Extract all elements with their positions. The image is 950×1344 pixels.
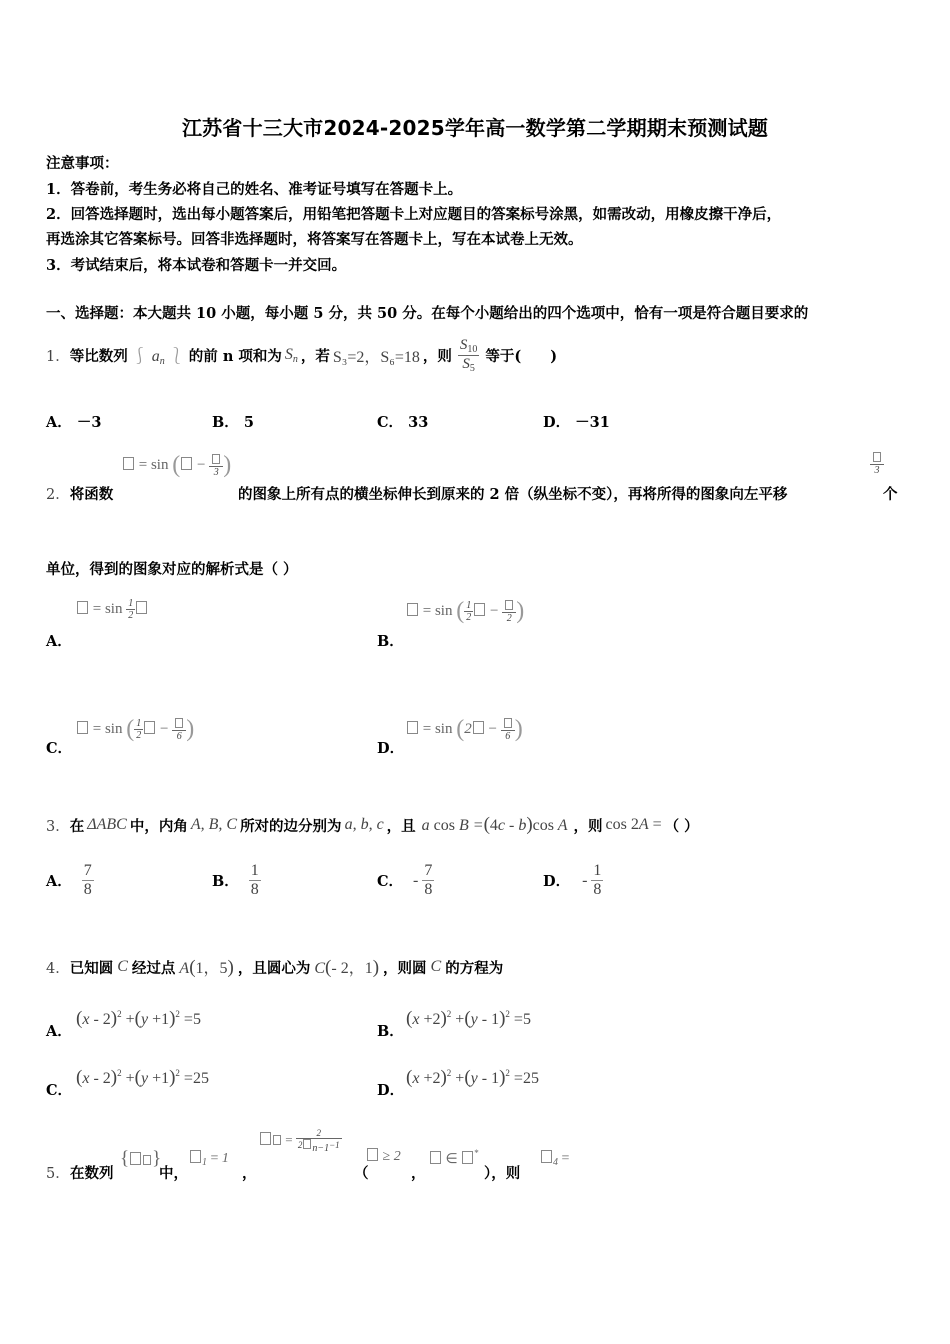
q3-option-c: C． - $\frac{7}{8}$ <box>377 862 433 898</box>
notice-item-2: 2．回答选择题时，选出每小题答案后，用铅笔把答题卡上对应题目的答案标号涂黑，如需改动，用橡皮擦干净后， <box>46 206 782 223</box>
q3-angles: A, B, C <box>190 816 238 833</box>
q3-text-3: 所对的边分别为 <box>240 817 342 835</box>
q1-fraction: $\frac{S_{10}}{S_5}$ <box>459 336 478 374</box>
q1-sequence-an: ⎰ $a_n$ ⎱ <box>131 348 185 367</box>
q2-option-c-label: C． <box>46 740 73 757</box>
q4-text-4: ，则圆 <box>383 959 427 977</box>
notice-item-1: 1．答卷前，考生务必将自己的姓名、准考证号填写在答题卡上。 <box>46 181 463 198</box>
q5-text-1: 在数列 <box>70 1165 114 1182</box>
q2-option-d-label: D． <box>377 740 405 757</box>
q2-text-2: 的图象上所有点的横坐标伸长到原来的 2 倍（纵坐标不变），再将所得的图象向左平移 <box>238 486 788 503</box>
q2-text-3: 个 <box>883 486 898 503</box>
q4-option-a-equation: $(x - 2)^2 +(y +1)^2 =5$ <box>76 1008 201 1029</box>
page-title: 江苏省十三大市2024-2025学年高一数学第二学期期末预测试题 <box>181 116 769 140</box>
q2-option-b-label: B． <box>377 633 404 650</box>
q1-condition: S₃=2，S₆=18 <box>332 348 420 366</box>
q1-text-1: 等比数列 <box>69 347 128 365</box>
q3-sides: a, b, c <box>344 816 384 833</box>
q3-text-2: 中，内角 <box>129 817 188 835</box>
q1-text-4: ，则 <box>422 347 452 365</box>
question-5 <box>46 1128 606 1188</box>
question-4 <box>46 952 503 982</box>
q1-option-b: B． 5 <box>212 414 254 431</box>
q3-option-b: B． $\frac{1}{8}$ <box>212 862 259 898</box>
q1-option-d: D． －31 <box>543 414 610 431</box>
q2-option-a-formula: = sin $\frac{1}{2}$ <box>76 598 148 621</box>
q4-point-a: A(1，5) <box>179 957 234 978</box>
q4-text-2: 经过点 <box>131 959 176 977</box>
q3-triangle-abc: ΔABC <box>87 816 127 833</box>
q1-option-c: C． 33 <box>377 414 429 431</box>
q3-option-d: D． - $\frac{1}{8}$ <box>543 862 602 898</box>
q1-option-a: A． －3 <box>46 414 102 431</box>
q1-text-5: 等于( ) <box>485 347 558 365</box>
q4-text-1: 已知圆 <box>69 959 114 977</box>
q5-text-3: ， <box>242 1165 257 1182</box>
q5-number: 5． <box>46 1166 70 1182</box>
q5-text-2: 中， <box>159 1165 188 1182</box>
q2-option-b-formula: = sin ( $\frac{1}{2}$ − 2 ) <box>406 598 524 625</box>
question-1 <box>46 330 557 380</box>
q3-number: 3． <box>46 818 70 835</box>
q5-text-4: （ <box>354 1165 369 1182</box>
q1-text-2: 的前 n 项和为 <box>188 347 282 365</box>
q4-center: C(- 2，1) <box>314 957 380 978</box>
q2-number-text: 2．将函数 <box>46 486 114 503</box>
q1-text-3: ，若 <box>300 347 330 365</box>
q1-number: 1． <box>46 348 70 365</box>
notice-heading: 注意事项： <box>46 155 119 172</box>
q5-a1: $_1$ = 1 <box>189 1150 229 1168</box>
q5-text-5: ， <box>411 1165 426 1182</box>
q4-circle-c: C <box>117 958 128 975</box>
q4-option-a-label: A． <box>46 1023 72 1040</box>
q2-option-c-formula: = sin ( $\frac{1}{2}$ − 6 ) <box>76 716 194 743</box>
q3-option-a: A． $\frac{7}{8}$ <box>46 862 92 898</box>
q2-option-d-formula: = sin (2 − 6 ) <box>406 716 523 743</box>
q2-function-formula: = sin ( − 3 ) <box>122 452 231 479</box>
q4-circle-c-2: C <box>430 958 442 975</box>
q5-condition-set: ∈ * <box>429 1148 479 1168</box>
q5-condition-n: ≥ 2 <box>366 1148 401 1165</box>
notice-item-2-cont: 再选涂其它答案标号。回答非选择题时，将答案写在答题卡上，写在本试卷上无效。 <box>46 231 583 248</box>
q4-option-b-label: B． <box>377 1023 404 1040</box>
q5-a4: $_4$ = <box>540 1150 569 1168</box>
notice-item-3: 3．考试结束后，将本试卷和答题卡一并交回。 <box>46 257 347 274</box>
q5-text-6: ），则 <box>484 1165 521 1182</box>
q4-option-c-label: C． <box>46 1082 73 1099</box>
q4-text-5: 的方程为 <box>445 959 504 977</box>
question-3 <box>46 810 699 840</box>
q4-number: 4． <box>46 960 70 977</box>
q2-text-4: 单位，得到的图象对应的解析式是（ ） <box>46 561 298 578</box>
q3-text-6: （ ） <box>664 817 699 835</box>
q5-recurrence: = $\frac{2}{2 n-1-1}$ <box>259 1128 342 1154</box>
q3-condition: a cos B =(4c - b)cos A <box>421 814 568 835</box>
q4-option-c-equation: $(x - 2)^2 +(y +1)^2 =25$ <box>76 1067 209 1088</box>
q3-text-5: ，则 <box>573 817 603 835</box>
section-heading: 一、选择题：本大题共 10 小题，每小题 5 分，共 50 分。在每个小题给出的四个选项中，恰有一项是符合题目要求的 <box>46 305 809 322</box>
q3-target: cos 2A = <box>605 816 662 833</box>
q4-text-3: ，且圆心为 <box>237 959 311 977</box>
q4-option-d-label: D． <box>377 1082 405 1099</box>
q3-text-1: 在 <box>69 817 85 835</box>
q5-sequence: { } <box>120 1148 162 1169</box>
q4-option-b-equation: $(x +2)^2 +(y - 1)^2 =5$ <box>406 1008 531 1029</box>
q2-option-a-label: A． <box>46 633 72 650</box>
q2-shift-fraction: 3 <box>870 452 884 476</box>
q4-option-d-equation: $(x +2)^2 +(y - 1)^2 =25$ <box>406 1067 539 1088</box>
q3-text-4: ，且 <box>386 817 416 835</box>
q1-sn: $S_n$ <box>284 345 298 365</box>
